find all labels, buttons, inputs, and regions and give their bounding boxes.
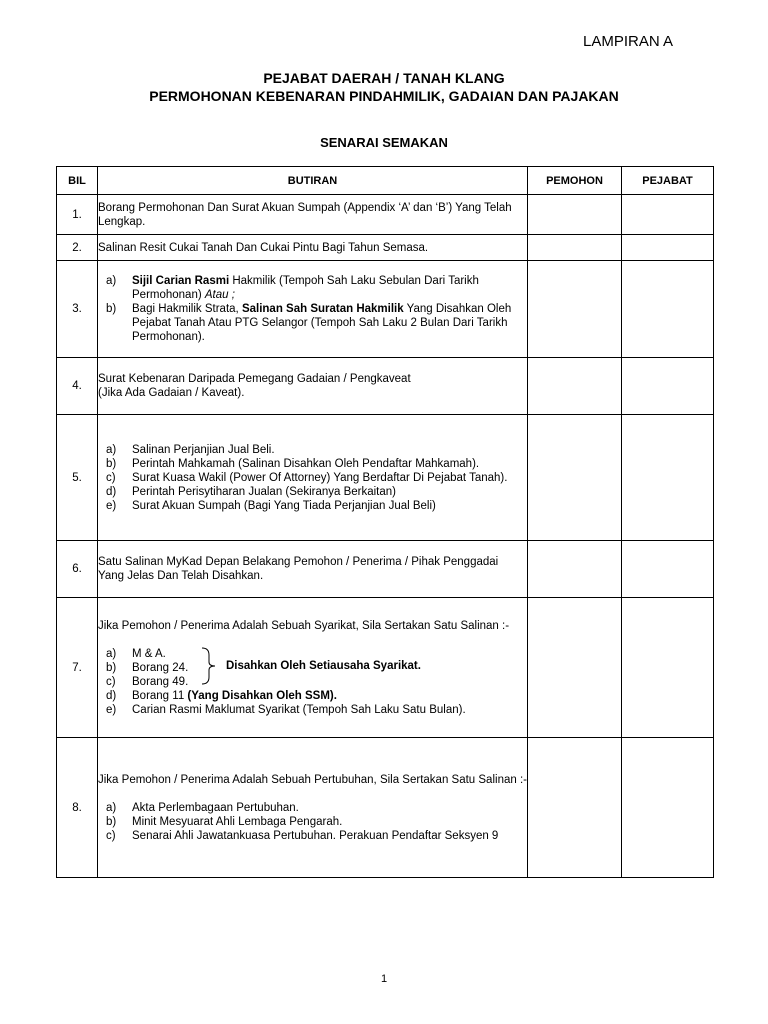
checklist-title: SENARAI SEMAKAN	[320, 135, 448, 150]
pemohon-check-cell[interactable]	[528, 415, 622, 541]
item-intro: Jika Pemohon / Penerima Adalah Sebuah Pertubuhan, Sila Sertakan Satu Salinan :-	[98, 773, 527, 786]
office-title: PEJABAT DAERAH / TANAH KLANG	[263, 70, 505, 86]
sub-item-text: Bagi Hakmilik Strata,	[132, 303, 242, 315]
sub-item-list	[98, 443, 527, 513]
sub-item-marker: a)	[106, 801, 117, 814]
pejabat-check-cell[interactable]	[622, 195, 714, 235]
page-number: 1	[380, 973, 388, 985]
table-row	[57, 598, 714, 738]
row-number: 2.	[57, 235, 98, 261]
pemohon-check-cell[interactable]	[528, 261, 622, 358]
row-number: 6.	[57, 541, 98, 598]
sub-item	[106, 815, 527, 829]
salinan-sah-label: Salinan Sah Suratan Hakmilik	[241, 303, 404, 315]
sub-item	[106, 471, 527, 485]
table-row	[57, 261, 714, 358]
pemohon-check-cell[interactable]	[528, 598, 622, 738]
row-description	[98, 358, 528, 415]
pemohon-check-cell[interactable]	[528, 541, 622, 598]
lampiran-label: LAMPIRAN A	[583, 33, 674, 50]
sub-item-text: Borang 24.	[132, 661, 189, 674]
pejabat-check-cell[interactable]	[622, 598, 714, 738]
row-number: 1.	[57, 195, 98, 235]
table-row	[57, 195, 714, 235]
item-text: (Jika Ada Gadaian / Kaveat).	[98, 387, 245, 399]
sub-item-marker: d)	[106, 689, 117, 702]
row-description	[98, 415, 528, 541]
sub-item-text: Hakmilik (Tempoh Sah Laku Sebulan Dari Tarikh Permohonan)	[132, 275, 479, 301]
table-row	[57, 235, 714, 261]
sub-item-text: Surat Akuan Sumpah (Bagi Yang Tiada Perjanjian Jual Beli)	[132, 499, 436, 512]
row-description	[98, 195, 528, 235]
sijil-carian-rasmi-label: Sijil Carian Rasmi	[132, 275, 230, 287]
atau-label: Atau ;	[204, 289, 235, 301]
sub-item-text: Surat Kuasa Wakil (Power Of Attorney) Yang Berdaftar Di Pejabat Tanah).	[132, 471, 508, 484]
sub-item	[106, 675, 527, 689]
row-description	[98, 598, 528, 738]
table-row	[57, 541, 714, 598]
item-intro: Jika Pemohon / Penerima Adalah Sebuah Syarikat, Sila Sertakan Satu Salinan :-	[98, 619, 510, 632]
header-bil: BIL	[57, 167, 98, 195]
header-pejabat: PEJABAT	[622, 167, 714, 195]
sub-item-text: Perintah Perisytiharan Jualan (Sekiranya Berkaitan)	[132, 485, 396, 498]
pejabat-check-cell[interactable]	[622, 358, 714, 415]
pejabat-check-cell[interactable]	[622, 261, 714, 358]
header-butiran: BUTIRAN	[98, 167, 528, 195]
sub-item	[106, 274, 527, 302]
table-row	[57, 415, 714, 541]
curly-brace-icon	[200, 647, 220, 685]
row-number: 8.	[57, 738, 98, 878]
sub-item-text: M & A.	[132, 647, 166, 660]
sub-item-marker: b)	[106, 815, 117, 828]
sub-item-marker: a)	[106, 275, 117, 287]
brace-note: Disahkan Oleh Setiausaha Syarikat.	[226, 659, 421, 672]
sub-item-marker: e)	[106, 703, 117, 716]
sub-item-text: Borang 49.	[132, 675, 189, 688]
sub-item-text: Akta Perlembagaan Pertubuhan.	[132, 801, 299, 814]
sub-item	[106, 302, 527, 344]
sub-item-list	[98, 274, 527, 344]
table-row	[57, 358, 714, 415]
sub-item-text: Minit Mesyuarat Ahli Lembaga Pengarah.	[132, 815, 343, 828]
row-number: 4.	[57, 358, 98, 415]
ssm-note: (Yang Disahkan Oleh SSM).	[187, 689, 337, 702]
row-number: 5.	[57, 415, 98, 541]
sub-item-text: Carian Rasmi Maklumat Syarikat (Tempoh Sah Laku Satu Bulan).	[132, 703, 466, 716]
checklist-table	[56, 166, 714, 878]
sub-item-marker: c)	[106, 675, 116, 688]
pemohon-check-cell[interactable]	[528, 195, 622, 235]
header-pemohon: PEMOHON	[528, 167, 622, 195]
row-description	[98, 261, 528, 358]
pejabat-check-cell[interactable]	[622, 541, 714, 598]
pemohon-check-cell[interactable]	[528, 235, 622, 261]
sub-item-marker: b)	[106, 457, 117, 470]
row-number: 3.	[57, 261, 98, 358]
ssm-group	[98, 647, 527, 689]
row-description	[98, 235, 528, 261]
sub-item-marker: b)	[106, 661, 117, 674]
row-description	[98, 738, 528, 878]
item-text: Surat Kebenaran Daripada Pemegang Gadaian / Pengkaveat	[98, 373, 411, 385]
row-number: 7.	[57, 598, 98, 738]
sub-item-marker: a)	[106, 443, 117, 456]
sub-item-text: Borang 11	[132, 689, 188, 702]
sub-item-list	[98, 801, 527, 843]
pejabat-check-cell[interactable]	[622, 415, 714, 541]
sub-item	[106, 499, 527, 513]
sub-item-text: Senarai Ahli Jawatankuasa Pertubuhan. Perakuan Pendaftar Seksyen 9	[132, 829, 499, 842]
sub-item-text: Yang Disahkan Oleh Pejabat Tanah Atau PTG Selangor (Tempoh Sah Laku 2 Bulan Dari Tarikh Permohonan).	[132, 303, 512, 343]
pejabat-check-cell[interactable]	[622, 738, 714, 878]
sub-item	[106, 689, 527, 703]
sub-item	[106, 703, 527, 717]
sub-item-marker: b)	[106, 303, 117, 315]
row-description	[98, 541, 528, 598]
sub-item-marker: e)	[106, 499, 117, 512]
sub-item	[106, 485, 527, 499]
item-text: Borang Permohonan Dan Surat Akuan Sumpah (Appendix ‘A’ dan ‘B’) Yang Telah Lengkap.	[98, 201, 512, 228]
sub-item-text: Salinan Perjanjian Jual Beli.	[132, 443, 275, 456]
sub-item	[106, 443, 527, 457]
pemohon-check-cell[interactable]	[528, 358, 622, 415]
sub-item-marker: c)	[106, 471, 116, 484]
sub-item	[106, 457, 527, 471]
pejabat-check-cell[interactable]	[622, 235, 714, 261]
item-text: Salinan Resit Cukai Tanah Dan Cukai Pintu Bagi Tahun Semasa.	[98, 241, 429, 254]
sub-item-text: Perintah Mahkamah (Salinan Disahkan Oleh Pendaftar Mahkamah).	[132, 457, 480, 470]
table-header-row	[57, 167, 714, 195]
item-text: Satu Salinan MyKad Depan Belakang Pemohon / Penerima / Pihak Penggadai Yang Jelas Dan Telah Disahkan.	[98, 556, 499, 582]
sub-item-marker: c)	[106, 829, 116, 842]
table-row	[57, 738, 714, 878]
sub-item-list	[98, 689, 527, 717]
sub-item	[106, 829, 527, 843]
application-title: PERMOHONAN KEBENARAN PINDAHMILIK, GADAIAN DAN PAJAKAN	[149, 88, 619, 104]
pemohon-check-cell[interactable]	[528, 738, 622, 878]
sub-item	[106, 801, 527, 815]
sub-item-marker: d)	[106, 485, 117, 498]
sub-item-marker: a)	[106, 647, 117, 660]
